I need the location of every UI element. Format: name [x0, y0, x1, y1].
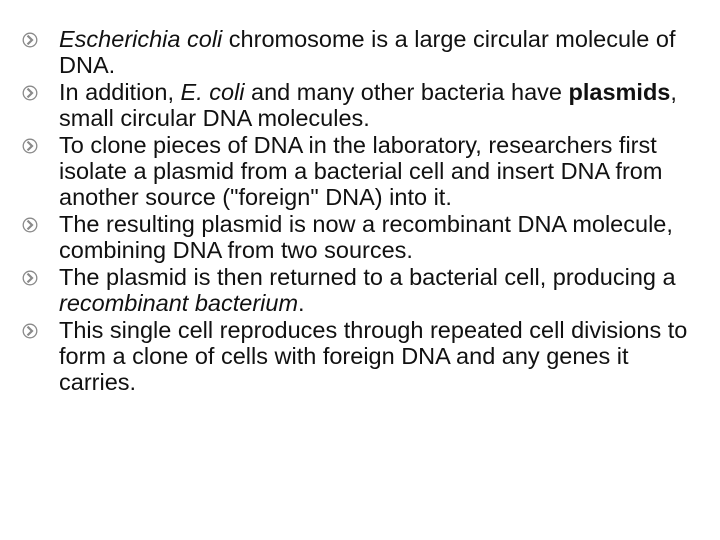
bullet-text-segment: recombinant bacterium	[59, 290, 299, 316]
bullet-text-segment: .	[298, 290, 305, 316]
circle-chevron-right-icon	[22, 138, 38, 154]
circle-chevron-right-icon	[22, 85, 38, 101]
bullet-item-clone-pieces	[22, 132, 697, 210]
bullet-text-segment: The resulting plasmid is now a recombinant DNA molecule, combining DNA from two sources.	[59, 211, 673, 263]
bullet-text-segment: In addition,	[59, 79, 181, 105]
bullet-text-segment: E. coli	[180, 79, 245, 105]
circle-chevron-right-icon	[22, 323, 38, 339]
bullet-text-segment: plasmids	[568, 79, 671, 105]
circle-chevron-right-icon	[22, 270, 38, 286]
bullet-text-segment: The plasmid is then returned to a bacterial cell, producing a	[59, 264, 676, 290]
bullet-text-segment: Escherichia coli	[59, 26, 223, 52]
bullet-text-segment: This single cell reproduces through repeated cell divisions to form a clone of cells with foreign DNA and any genes it carries.	[59, 317, 688, 395]
bullet-item-plasmids	[22, 79, 697, 131]
bullet-item-ecoli-chromosome	[22, 26, 697, 78]
bullet-item-recombinant-bacterium	[22, 264, 697, 316]
bullet-item-recombinant-molecule	[22, 211, 697, 263]
circle-chevron-right-icon	[22, 217, 38, 233]
bullet-text-segment: and many other bacteria have	[244, 79, 569, 105]
bullet-text-segment: To clone pieces of DNA in the laboratory, researchers first isolate a plasmid from a bacterial cell and insert DNA from another source ("foreign" DNA) into it.	[59, 132, 663, 210]
circle-chevron-right-icon	[22, 32, 38, 48]
bullet-list	[22, 26, 697, 396]
bullet-text-segment: chromosome is a large circular molecule of DNA.	[59, 26, 676, 78]
bullet-item-cell-divisions	[22, 317, 697, 395]
bullet-text-segment: , small circular DNA molecules.	[59, 79, 677, 131]
